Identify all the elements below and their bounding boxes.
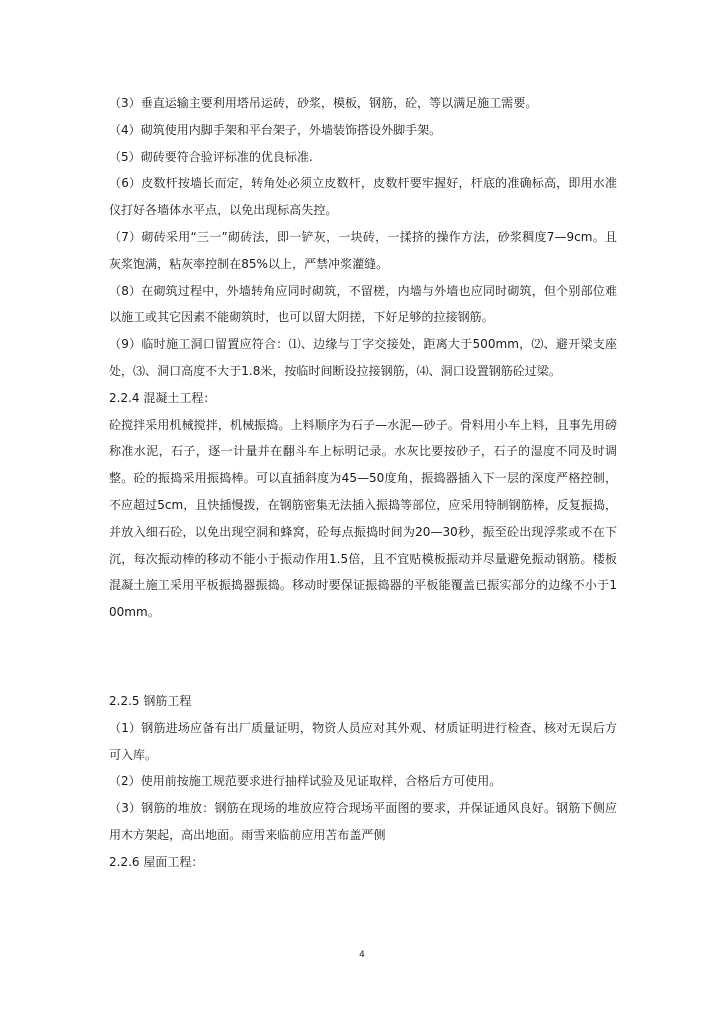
paragraph-rebar-3: （3）钢筋的堆放：钢筋在现场的堆放应符合现场平面图的要求，并保证通风良好。钢筋下侧应用木方架起，高出地面。雨雪来临前应用苫布盖严侧 xyxy=(109,801,617,842)
paragraph-item-9: （9）临时施工洞口留置应符合：⑴、边缘与丁字交接处，距离大于500mm，⑵、避开梁支座处，⑶、洞口高度不大于1.8米，按临时间断设拉接钢筋，⑷、洞口设置钢筋砼过梁。 xyxy=(109,337,617,378)
page-number: 4 xyxy=(359,950,365,960)
rebar-section xyxy=(109,688,617,849)
paragraph-rebar-1: （1）钢筋进场应备有出厂质量证明，物资人员应对其外观、材质证明进行检查、核对无误后方可入库。 xyxy=(109,720,617,762)
paragraph-item-4: （4）砌筑使用内脚手架和平台架子，外墙装饰搭设外脚手架。 xyxy=(109,122,442,137)
paragraph-item-3: （3）垂直运输主要利用塔吊运砖，砂浆，模板，钢筋，砼，等以满足施工需要。 xyxy=(109,96,538,110)
paragraph-concrete: 砼搅拌采用机械搅拌，机械振捣。上料顺序为石子—水泥—砂子。骨料用小车上料，且事先用磅称准水泥，石子，逐一计量并在翻斗车上标明记录。水灰比要按砂子，石子的湿度不同及时调整。砼的振捣采用振捣棒。可以直插斜度为45—50度角，振捣器插入下一层的深度严格控制，不应超过5cm，且快插慢拨，在钢筋密集无法插入振捣等部位，应采用特制钢筋棒，反复振捣，并放入细石砼，以免出现空洞和蜂窝，砼每点振捣时间为20—30秒，振至砼出现浮浆或不在下沉，每次振动棒的移动不能小于振动作用1.5倍，且不宜贴模板振动并尽量避免振动钢筋。楼板混凝土施工采用平板振捣器振捣。移动时要保证振捣器的平板能覆盖已振实部分的边缘不小于100mm。 xyxy=(109,417,617,620)
paragraph-item-8: （8）在砌筑过程中，外墙转角应同时砌筑，不留槎，内墙与外墙也应同时砌筑，但个别部位难以施工或其它因素不能砌筑时，也可以留大阴搓，下好足够的拉接钢筋。 xyxy=(109,283,617,325)
section-heading-roof: 2.2.6 屋面工程： xyxy=(109,854,204,869)
concrete-section xyxy=(109,385,617,626)
page-body xyxy=(109,90,617,876)
roof-section xyxy=(109,849,617,876)
section-heading-rebar: 2.2.5 钢筋工程 xyxy=(109,693,192,708)
paragraph-item-6: （6）皮数杆按墙长而定，转角处必须立皮数杆，皮数杆要牢握好，杆底的准确标高，即用水准仪打好各墙体水平点，以免出现标高失控。 xyxy=(109,176,617,218)
paragraph-item-7: （7）砌砖采用“三一”砌砖法，即一铲灰，一块砖，一揉挤的操作方法，砂浆稠度7—9cm。且灰浆饱满，粘灰率控制在85%以上，严禁冲浆灌缝。 xyxy=(109,229,617,271)
paragraph-rebar-2: （2）使用前按施工规范要求进行抽样试验及见证取样，合格后方可使用。 xyxy=(109,774,502,789)
section-heading-concrete: 2.2.4 混凝土工程： xyxy=(109,390,216,405)
paragraph-item-5: （5）砌砖要符合验评标准的优良标准. xyxy=(109,149,313,164)
blank-space xyxy=(109,626,617,688)
masonry-section xyxy=(109,90,617,385)
